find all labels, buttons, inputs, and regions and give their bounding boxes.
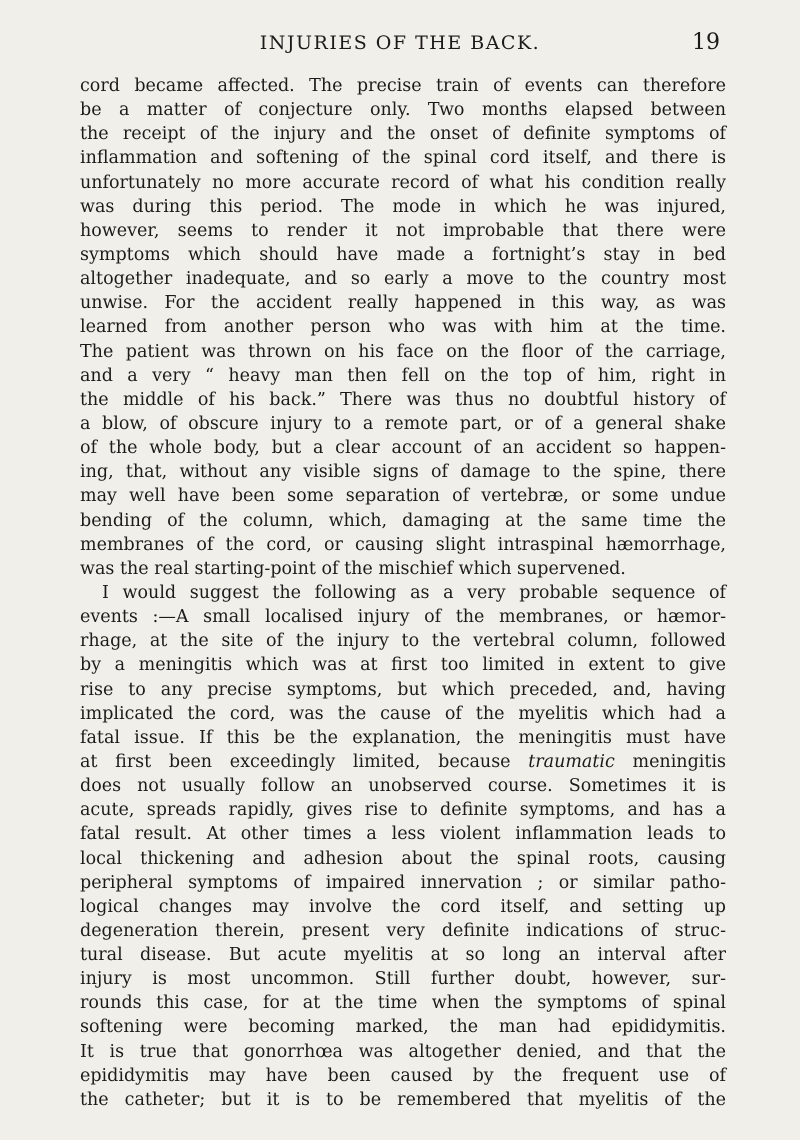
- text-line: rise to any precise symptoms, but which preceded, and, having: [80, 679, 726, 700]
- text-line: membranes of the cord, or causing slight intraspinal hæmorrhage,: [80, 534, 726, 555]
- italic-term: traumatic: [528, 751, 615, 772]
- text-line: bending of the column, which, damaging at the same time the: [80, 510, 726, 531]
- text-line: however, seems to render it not improbable that there were: [80, 220, 726, 241]
- text-line-with-italic: [80, 750, 726, 774]
- text-line: the catheter; but it is to be remembered that myelitis of the: [80, 1089, 726, 1110]
- text-line: epididymitis may have been caused by the frequent use of: [80, 1065, 726, 1086]
- text-line: It is true that gonorrhœa was altogether denied, and that the: [80, 1041, 726, 1062]
- paragraph-start-line: I would suggest the following as a very probable sequence of: [102, 582, 726, 603]
- text-line: tural disease. But acute myelitis at so long an interval after: [80, 945, 726, 966]
- text-line: peripheral symptoms of impaired innervation ; or similar patho-: [80, 872, 726, 893]
- text-line: fatal result. At other times a less violent inflammation leads to: [80, 824, 726, 845]
- running-header: [80, 30, 720, 60]
- text-line: may well have been some separation of vertebræ, or some undue: [80, 486, 726, 507]
- text-line: ing, that, without any visible signs of damage to the spine, there: [80, 462, 726, 483]
- page-number: 19: [692, 30, 720, 55]
- text-line: implicated the cord, was the cause of the myelitis which had a: [80, 703, 726, 724]
- text-line: the middle of his back.” There was thus no doubtful history of: [80, 389, 726, 410]
- text-line: cord became affected. The precise train of events can therefore: [80, 76, 726, 96]
- text-line: degeneration therein, present very definite indications of struc-: [80, 920, 726, 941]
- text-line: injury is most uncommon. Still further doubt, however, sur-: [80, 969, 726, 990]
- text-line: the receipt of the injury and the onset of definite symptoms of: [80, 124, 726, 145]
- text-line: was during this period. The mode in which he was injured,: [80, 196, 726, 217]
- text-line: softening were becoming marked, the man had epididymitis.: [80, 1017, 726, 1038]
- text-line: learned from another person who was with him at the time.: [80, 317, 726, 338]
- text-line: be a matter of conjecture only. Two months elapsed between: [80, 100, 726, 121]
- text-line: The patient was thrown on his face on the floor of the carriage,: [80, 341, 726, 362]
- text-line: by a meningitis which was at first too limited in extent to give: [80, 655, 726, 676]
- text-line: symptoms which should have made a fortnight’s stay in bed: [80, 244, 726, 265]
- line-start: at first been exceedingly limited, because: [80, 751, 511, 772]
- text-line: a blow, of obscure injury to a remote part, or of a general shake: [80, 413, 726, 434]
- text-line: unwise. For the accident really happened in this way, as was: [80, 293, 726, 314]
- text-line: logical changes may involve the cord itself, and setting up: [80, 896, 726, 917]
- text-line: events :—A small localised injury of the membranes, or hæmor-: [80, 607, 726, 628]
- text-line: and a very “ heavy man then fell on the top of him, right in: [80, 365, 726, 386]
- text-line: fatal issue. If this be the explanation, the meningitis must have: [80, 727, 726, 748]
- text-line: was the real starting-point of the mischief which supervened.: [80, 558, 626, 579]
- text-line: does not usually follow an unobserved course. Sometimes it is: [80, 776, 726, 797]
- text-line: unfortunately no more accurate record of what his condition really: [80, 172, 726, 193]
- text-line: acute, spreads rapidly, gives rise to definite symptoms, and has a: [80, 800, 726, 821]
- running-title: INJURIES OF THE BACK.: [259, 32, 541, 54]
- text-line: rounds this case, for at the time when the symptoms of spinal: [80, 993, 726, 1014]
- text-line: rhage, at the site of the injury to the vertebral column, followed: [80, 631, 726, 652]
- body-text: [80, 74, 726, 1112]
- text-line: local thickening and adhesion about the spinal roots, causing: [80, 848, 726, 869]
- text-line: inflammation and softening of the spinal cord itself, and there is: [80, 148, 726, 169]
- text-line: altogether inadequate, and so early a move to the country most: [80, 269, 726, 290]
- text-line: of the whole body, but a clear account of an accident so happen-: [80, 438, 726, 459]
- line-end: meningitis: [632, 751, 726, 772]
